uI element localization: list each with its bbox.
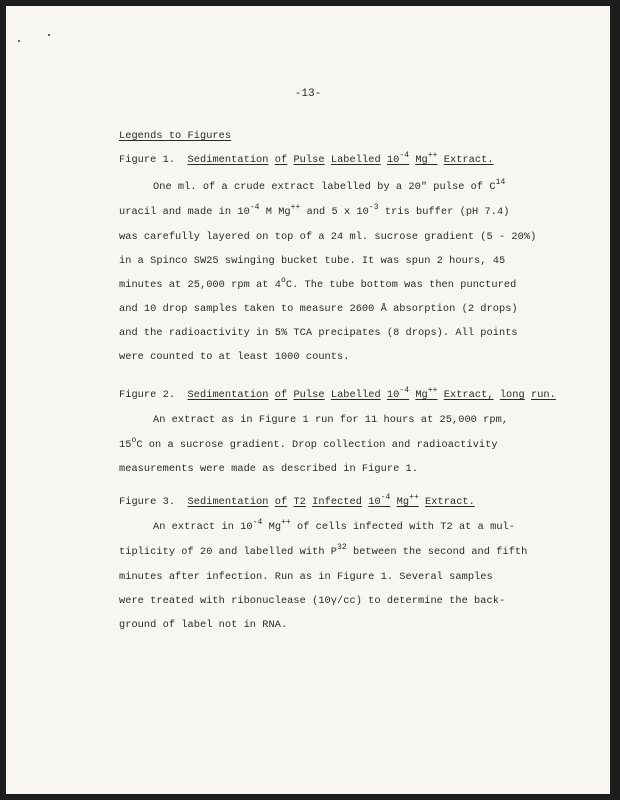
figure-3-line-5: ground of label not in RNA. — [119, 619, 288, 631]
title-word: of — [274, 154, 288, 166]
title-word: of — [274, 389, 288, 401]
figure-1-line-6: and 10 drop samples taken to measure 2600 Å absorption (2 drops) — [119, 303, 518, 315]
title-word: Sedimentation — [187, 389, 269, 401]
figure-3-line-3: minutes after infection. Run as in Figure 1. Several samples — [119, 571, 493, 583]
figure-2-line-2: 15$^o$C on a sucrose gradient. Drop collection and radioactivity — [119, 436, 498, 451]
figure-label: Figure 3. — [119, 496, 176, 508]
figure-3-title — [119, 493, 475, 508]
section-heading: Legends to Figures — [119, 130, 232, 142]
figure-label: Figure 2. — [119, 389, 176, 401]
figure-1-line-1: One ml. of a crude extract labelled by a 20" pulse of $C^{14}$ — [153, 178, 506, 193]
title-word: Sedimentation — [187, 496, 269, 508]
title-word: Pulse — [293, 389, 325, 401]
title-word: Extract. — [443, 154, 494, 166]
title-word: run. — [530, 389, 556, 401]
title-word: Labelled — [330, 389, 381, 401]
figure-2-title — [119, 386, 556, 401]
title-ion: Mg++ — [415, 386, 438, 401]
title-word: Infected — [312, 496, 362, 508]
page-speck — [48, 34, 50, 36]
title-conc: $10^{-4}$ — [386, 151, 410, 166]
title-conc: $10^{-4}$ — [368, 493, 391, 508]
figure-3-line-1: An extract in $10^{-4}$ Mg++ of cells infected with T2 at a mul- — [153, 518, 516, 533]
figure-1-line-3: was carefully layered on top of a 24 ml. sucrose gradient (5 - 20%) — [119, 231, 537, 243]
figure-3-line-2: tiplicity of 20 and labelled with $P^{32}$ between the second and fifth — [119, 543, 528, 558]
figure-label: Figure 1. — [119, 154, 176, 166]
title-word: Extract. — [425, 496, 475, 508]
figure-1-line-8: were counted to at least 1000 counts. — [119, 351, 350, 363]
title-ion: Mg++ — [415, 151, 438, 166]
title-word: long — [499, 389, 525, 401]
figure-1-title — [119, 151, 494, 166]
title-word: Labelled — [330, 154, 381, 166]
page-number: -13- — [294, 88, 322, 100]
title-word: T2 — [293, 496, 306, 508]
figure-2-line-3: measurements were made as described in Figure 1. — [119, 463, 418, 475]
title-word: Extract, — [443, 389, 494, 401]
figure-1-line-7: and the radioactivity in 5% TCA precipates (8 drops). All points — [119, 327, 518, 339]
page-speck — [18, 40, 20, 42]
title-ion: Mg++ — [396, 493, 419, 508]
figure-1-line-2: uracil and made in $10^{-4}$ M Mg++ and 5 x $10^{-3}$ tris buffer (pH 7.4) — [119, 203, 510, 218]
title-word: of — [274, 496, 288, 508]
figure-3-line-4: were treated with ribonuclease (10γ/cc) to determine the back- — [119, 595, 506, 607]
figure-2-line-1: An extract as in Figure 1 run for 11 hours at 25,000 rpm, — [153, 414, 509, 426]
document-page — [6, 6, 610, 794]
figure-1-line-5: minutes at 25,000 rpm at 4$^o$C. The tube bottom was then punctured — [119, 276, 517, 291]
title-conc: $10^{-4}$ — [386, 386, 410, 401]
figure-1-line-4: in a Spinco SW25 swinging bucket tube. It was spun 2 hours, 45 — [119, 255, 506, 267]
title-word: Sedimentation — [187, 154, 269, 166]
title-word: Pulse — [293, 154, 325, 166]
